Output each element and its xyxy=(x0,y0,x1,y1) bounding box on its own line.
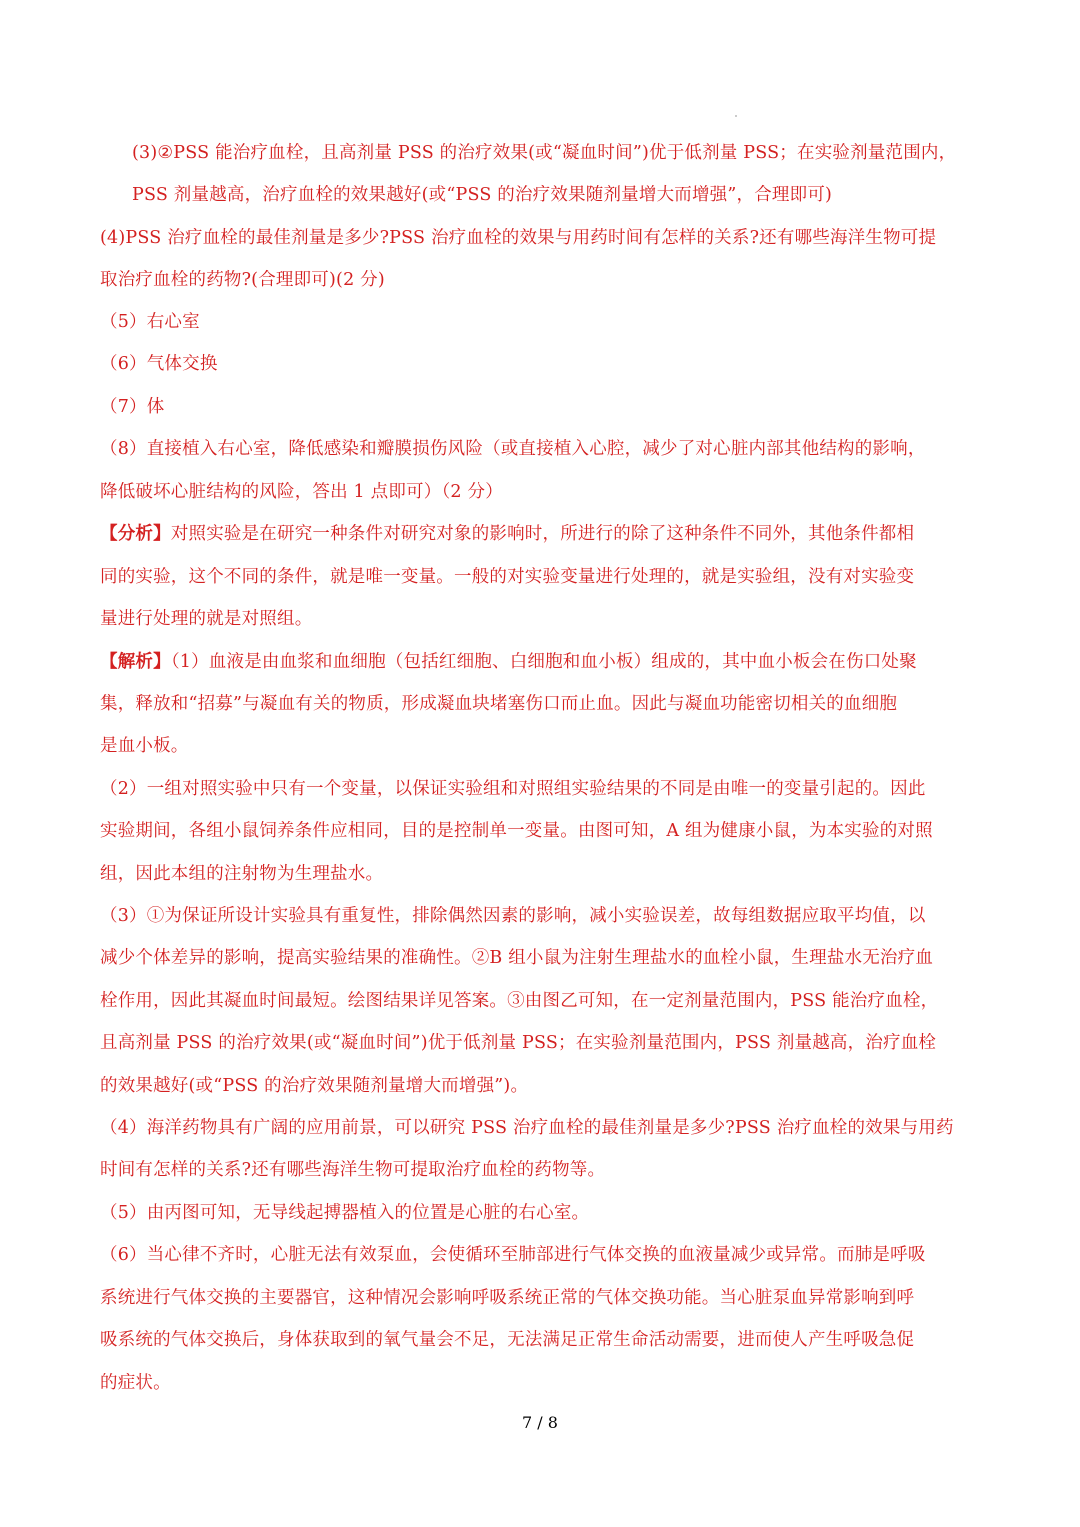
explanation-line-13: 时间有怎样的关系?还有哪些海洋生物可提取治疗血栓的药物等。 xyxy=(100,1160,606,1180)
answer-line-3b: PSS 剂量越高，治疗血栓的效果越好(或“PSS 的治疗效果随剂量增大而增强”，合理即可) xyxy=(132,185,833,205)
explanation-line-7: （3）①为保证所设计实验具有重复性，排除偶然因素的影响，减小实验误差，故每组数据应取平均值，以 xyxy=(100,906,926,926)
explanation-line-4: （2）一组对照实验中只有一个变量，以保证实验组和对照组实验结果的不同是由唯一的变量引起的。因此 xyxy=(100,779,926,799)
explanation-line-10: 且高剂量 PSS 的治疗效果(或“凝血时间”)优于低剂量 PSS；在实验剂量范围内，PSS 剂量越高，治疗血栓 xyxy=(100,1033,937,1053)
explanation-line-5: 实验期间，各组小鼠饲养条件应相同，目的是控制单一变量。由图可知，A 组为健康小鼠，为本实验的对照 xyxy=(100,821,933,841)
explanation-line-15: （6）当心律不齐时，心脏无法有效泵血，会使循环至肺部进行气体交换的血液量减少或异常。而肺是呼吸 xyxy=(100,1245,926,1265)
answer-line-4a: (4)PSS 治疗血栓的最佳剂量是多少?PSS 治疗血栓的效果与用药时间有怎样的关系?还有哪些海洋生物可提 xyxy=(100,228,937,248)
explanation-line-6: 组，因此本组的注射物为生理盐水。 xyxy=(100,864,384,884)
answer-line-8b: 降低破坏心脏结构的风险，答出 1 点即可）（2 分） xyxy=(100,482,503,502)
answer-line-6: （6）气体交换 xyxy=(100,354,218,374)
explanation-line-11: 的效果越好(或“PSS 的治疗效果随剂量增大而增强”)。 xyxy=(100,1076,529,1096)
analysis-line-2: 同的实验，这个不同的条件，就是唯一变量。一般的对实验变量进行处理的，就是实验组，没有对实验变 xyxy=(100,567,915,587)
explanation-line-12: （4）海洋药物具有广阔的应用前景，可以研究 PSS 治疗血栓的最佳剂量是多少?PSS 治疗血栓的效果与用药 xyxy=(100,1118,954,1138)
page-number: 7 / 8 xyxy=(522,1413,558,1432)
answer-line-3a: (3)②PSS 能治疗血栓，且高剂量 PSS 的治疗效果(或“凝血时间”)优于低剂量 PSS；在实验剂量范围内， xyxy=(132,143,957,163)
answer-line-4b: 取治疗血栓的药物?(合理即可)(2 分) xyxy=(100,270,385,290)
explanation-line-2: 集，释放和“招募”与凝血有关的物质，形成凝血块堵塞伤口而止血。因此与凝血功能密切相关的血细胞 xyxy=(100,694,898,714)
answer-line-8a: （8）直接植入右心室，降低感染和瓣膜损伤风险（或直接植入心腔，减少了对心脏内部其他结构的影响， xyxy=(100,439,926,459)
answer-line-7: （7）体 xyxy=(100,397,165,417)
explanation-line-9: 栓作用，因此其凝血时间最短。绘图结果详见答案。③由图乙可知，在一定剂量范围内，PSS 能治疗血栓， xyxy=(100,991,939,1011)
explanation-tag: 【解析】 xyxy=(100,652,171,672)
explanation-line-3: 是血小板。 xyxy=(100,736,189,756)
scan-speck xyxy=(735,115,737,117)
analysis-line-3: 量进行处理的就是对照组。 xyxy=(100,609,313,629)
explanation-line-17: 吸系统的气体交换后，身体获取到的氧气量会不足，无法满足正常生命活动需要，进而使人产生呼吸急促 xyxy=(100,1330,915,1350)
explanation-line-8: 减少个体差异的影响，提高实验结果的准确性。②B 组小鼠为注射生理盐水的血栓小鼠，生理盐水无治疗血 xyxy=(100,948,934,968)
explanation-line-1 xyxy=(100,650,984,674)
explanation-line-16: 系统进行气体交换的主要器官，这种情况会影响呼吸系统正常的气体交换功能。当心脏泵血异常影响到呼 xyxy=(100,1288,915,1308)
answer-line-5: （5）右心室 xyxy=(100,312,200,332)
explanation-line-18: 的症状。 xyxy=(100,1373,171,1393)
explanation-text: （1）血液是由血浆和血细胞（包括红细胞、白细胞和血小板）组成的，其中血小板会在伤口处聚 xyxy=(170,652,917,672)
explanation-line-14: （5）由丙图可知，无导线起搏器植入的位置是心脏的右心室。 xyxy=(100,1203,590,1223)
analysis-line-1 xyxy=(100,522,984,546)
analysis-text: 对照实验是在研究一种条件对研究对象的影响时，所进行的除了这种条件不同外，其他条件都相 xyxy=(170,524,915,544)
analysis-tag: 【分析】 xyxy=(100,524,171,544)
